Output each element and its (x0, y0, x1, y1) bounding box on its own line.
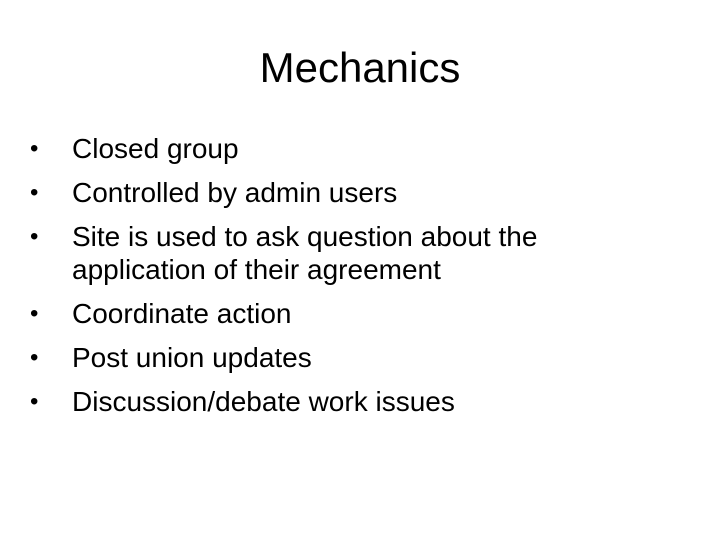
slide-title: Mechanics (259, 44, 461, 91)
bullet-icon: • (30, 135, 39, 162)
bullet-text: Controlled by admin users (72, 177, 398, 208)
bullet-icon: • (30, 223, 39, 250)
bullet-icon: • (30, 300, 39, 327)
bullet-text: Post union updates (72, 342, 312, 373)
bullet-icon: • (30, 344, 39, 371)
bullet-item (30, 220, 632, 286)
bullet-text: Discussion/debate work issues (72, 386, 455, 417)
bullet-item (30, 385, 690, 418)
bullet-item (30, 341, 690, 374)
bullet-item (30, 297, 690, 330)
bullet-item (30, 132, 690, 165)
bullet-text: Site is used to ask question about the application of their agreement (72, 221, 538, 285)
bullet-icon: • (30, 179, 39, 206)
bullet-icon: • (30, 388, 39, 415)
bullet-list (30, 132, 690, 429)
bullet-text: Closed group (72, 133, 239, 164)
bullet-text: Coordinate action (72, 298, 292, 329)
bullet-item (30, 176, 690, 209)
